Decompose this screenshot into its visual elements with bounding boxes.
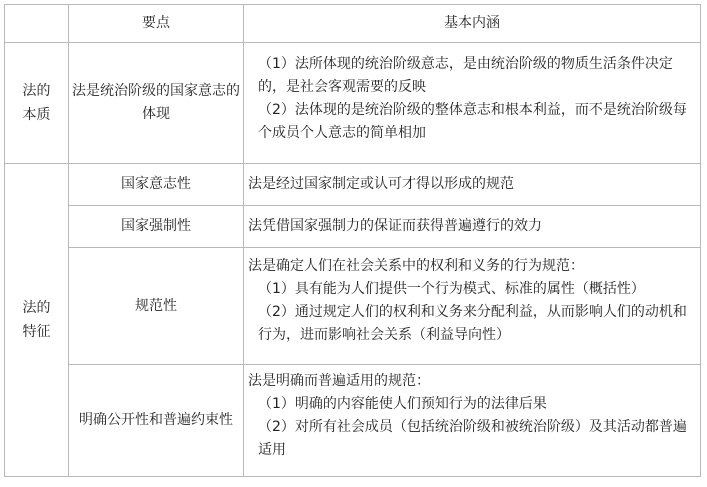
meaning-cell (244, 365, 701, 477)
category-essence (5, 43, 69, 164)
key-point-cell: 国家强制性 (69, 206, 244, 248)
header-key-point: 要点 (69, 5, 244, 43)
table-row-national-will (5, 164, 701, 206)
category-label: 法的特征 (22, 300, 51, 340)
category-label: 法的本质 (22, 83, 51, 123)
meaning-line: （2）通过规定人们的权利和义务来分配利益，从而影响人们的动机和行为，进而影响社会关系（利益导向性） (258, 304, 687, 343)
header-row (5, 5, 701, 43)
key-point-cell: 规范性 (69, 248, 244, 365)
meaning-line: （1）具有能为人们提供一个行为模式、标准的属性（概括性） (258, 281, 645, 297)
key-point-cell: 国家意志性 (69, 164, 244, 206)
meaning-line: 法凭借国家强制力的保证而获得普遍遵行的效力 (248, 218, 542, 234)
meaning-line: （2）对所有社会成员（包括统治阶级和被统治阶级）及其活动都普遍适用 (258, 419, 687, 458)
table-row-essence (5, 43, 701, 164)
header-category-cell (5, 5, 69, 43)
meaning-line: 法是明确而普遍适用的规范： (248, 373, 430, 389)
meaning-line: 法是确定人们在社会关系中的权利和义务的行为规范： (248, 258, 584, 274)
law-essence-features-table (4, 4, 701, 477)
key-point-cell: 明确公开性和普遍约束性 (69, 365, 244, 477)
table-row-publicity-universality (5, 365, 701, 477)
meaning-cell (244, 164, 701, 206)
category-features (5, 164, 69, 477)
table-row-national-coercion (5, 206, 701, 248)
table-row-normativity (5, 248, 701, 365)
meaning-cell (244, 206, 701, 248)
meaning-line: （1）法所体现的统治阶级意志，是由统治阶级的物质生活条件决定的，是社会客观需要的反映 (258, 56, 673, 95)
meaning-line: 法是经过国家制定或认可才得以形成的规范 (248, 176, 514, 192)
meaning-line: （2）法体现的是统治阶级的整体意志和根本利益，而不是统治阶级每个成员个人意志的简单相加 (258, 102, 687, 141)
header-meaning: 基本内涵 (244, 5, 701, 43)
key-point-cell: 法是统治阶级的国家意志的体现 (69, 43, 244, 164)
meaning-cell (244, 43, 701, 164)
meaning-line: （1）明确的内容能使人们预知行为的法律后果 (258, 396, 547, 412)
meaning-cell (244, 248, 701, 365)
